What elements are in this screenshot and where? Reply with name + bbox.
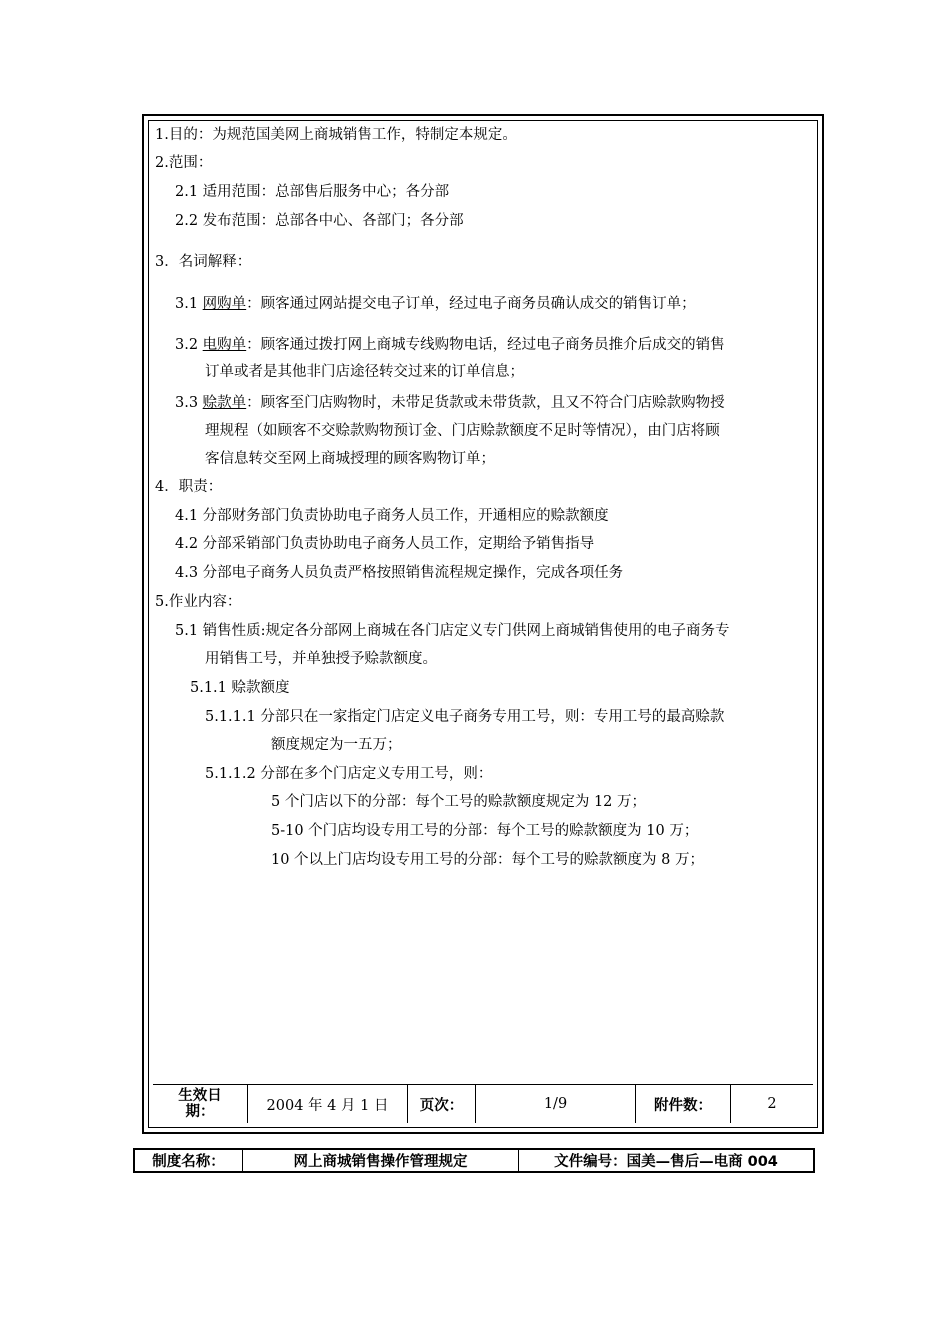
- credit-limit-over10: 10 个以上门店均设专用工号的分部：每个工号的赊款额度为 8 万；: [271, 852, 705, 868]
- footer-table: [153, 1084, 813, 1123]
- document-info-bar: [133, 1148, 815, 1173]
- attachment-label: 附件数：: [636, 1085, 731, 1123]
- terms-heading: 3．名词解释：: [155, 254, 252, 270]
- credit-limit-multi: 5.1.1.2 分部在多个门店定义专用工号，则：: [205, 766, 493, 782]
- purpose-line: 1.目的：为规范国美网上商城销售工作，特制定本规定。: [155, 127, 517, 143]
- term-definition: ：顾客通过拨打网上商城专线购物电话，经过电子商务员推介后成交的销售: [246, 337, 725, 353]
- effective-date-label: 生效日期：: [153, 1085, 248, 1123]
- document-frame: [142, 114, 824, 1134]
- term-name: 网购单: [202, 296, 247, 312]
- page-label: 页次：: [408, 1085, 476, 1123]
- term-number: 3.3: [175, 395, 203, 411]
- scope-heading: 2.范围：: [155, 155, 213, 171]
- policy-name-value: 网上商城销售操作管理规定: [243, 1150, 519, 1171]
- term-definition: ：顾客至门店购物时，未带足货款或未带货款，且又不符合门店赊款购物授: [246, 395, 725, 411]
- page-value: 1/9: [476, 1085, 636, 1123]
- term-phone-order-cont: 订单或者是其他非门店途径转交过来的订单信息；: [205, 364, 524, 380]
- attachment-value: 2: [767, 1096, 777, 1112]
- duties-heading: 4．职责：: [155, 479, 223, 495]
- credit-limit-single-cont: 额度规定为一五万；: [271, 737, 402, 753]
- operations-heading: 5.作业内容：: [155, 594, 242, 610]
- term-name: 电购单: [202, 337, 247, 353]
- term-definition: ：顾客通过网站提交电子订单，经过电子商务员确认成交的销售订单；: [246, 296, 696, 312]
- duty-purchasing: 4.2 分部采销部门负责协助电子商务人员工作，定期给予销售指导: [175, 536, 595, 552]
- credit-limit-single: 5.1.1.1 分部只在一家指定门店定义电子商务专用工号，则：专用工号的最高赊款: [205, 709, 725, 725]
- policy-name-label: 制度名称：: [135, 1150, 243, 1171]
- term-credit-order: [175, 393, 725, 413]
- credit-limit-5to10: 5-10 个门店均设专用工号的分部：每个工号的赊款额度为 10 万；: [271, 823, 699, 839]
- effective-date-value: 2004 年 4 月 1 日: [248, 1085, 408, 1123]
- duty-finance: 4.1 分部财务部门负责协助电子商务人员工作，开通相应的赊款额度: [175, 508, 609, 524]
- document-body: [148, 120, 818, 1128]
- term-online-order: [175, 294, 696, 314]
- sales-nature: 5.1 销售性质:规定各分部网上商城在各门店定义专门供网上商城销售使用的电子商务专: [175, 623, 730, 639]
- term-credit-order-cont2: 客信息转交至网上商城授理的顾客购物订单；: [205, 451, 495, 467]
- credit-limit-heading: 5.1.1 赊款额度: [190, 680, 290, 696]
- scope-applicable: 2.1 适用范围：总部售后服务中心；各分部: [175, 184, 450, 200]
- term-number: 3.1: [175, 296, 203, 312]
- sales-nature-cont: 用销售工号，并单独授予赊款额度。: [205, 651, 437, 667]
- term-phone-order: [175, 335, 725, 355]
- term-number: 3.2: [175, 337, 203, 353]
- credit-limit-under5: 5 个门店以下的分部：每个工号的赊款额度规定为 12 万；: [271, 794, 647, 810]
- scope-release: 2.2 发布范围：总部各中心、各部门；各分部: [175, 213, 464, 229]
- term-name: 赊款单: [202, 395, 247, 411]
- term-credit-order-cont1: 理规程（如顾客不交赊款购物预订金、门店赊款额度不足时等情况），由门店将顾: [205, 423, 720, 439]
- document-number: 文件编号：国美—售后—电商 004: [554, 1154, 778, 1170]
- duty-ecommerce: 4.3 分部电子商务人员负责严格按照销售流程规定操作，完成各项任务: [175, 565, 624, 581]
